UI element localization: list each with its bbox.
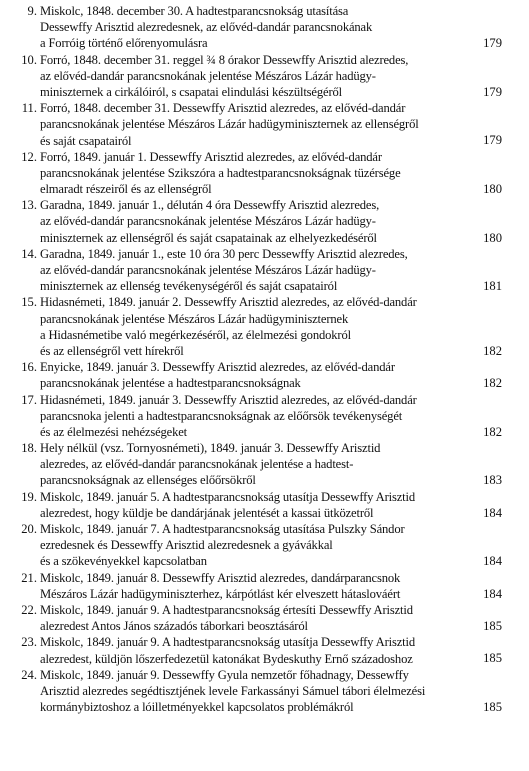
entry-number: 19. bbox=[21, 489, 37, 504]
toc-entry-21 bbox=[0, 570, 529, 602]
entry-text-line: Miskolc, 1849. január 9. Dessewffy Gyula nemzetőr főhadnagy, Dessewffy bbox=[40, 667, 409, 682]
entry-text-line: Forró, 1848. december 31. Dessewffy Arisztid alezredes, az elővéd-dandár bbox=[40, 101, 406, 116]
entry-text-line: Dessewffy Arisztid alezredesnek, az elővéd-dandár parancsnokának bbox=[40, 20, 373, 35]
entry-page-number: 179 bbox=[483, 36, 502, 51]
entry-text-line: Miskolc, 1849. január 9. A hadtestparancsnokság utasítja Dessewffy Arisztid bbox=[40, 635, 416, 650]
entry-text-line: Forró, 1849. január 1. Dessewffy Arisztid alezredes, az elővéd-dandár bbox=[40, 149, 382, 164]
entry-text-line: a Forróig történő előrenyomulásra bbox=[40, 36, 208, 51]
entry-text-line: Mészáros Lázár hadügyminiszterhez, kárpótlást kér elveszett hátaslováért bbox=[40, 586, 401, 601]
toc-entry-20 bbox=[0, 521, 529, 570]
entry-page-number: 179 bbox=[483, 84, 502, 99]
toc-entry-19 bbox=[0, 489, 529, 521]
toc-entry-16 bbox=[0, 359, 529, 391]
entry-page-number: 182 bbox=[483, 343, 502, 358]
entry-text-line: ezredesnek és Dessewffy Arisztid alezredesnek a gyávákkal bbox=[40, 538, 333, 553]
entry-text-line: Enyicke, 1849. január 3. Dessewffy Arisztid alezredes, az elővéd-dandár bbox=[40, 360, 395, 375]
toc-entry-10 bbox=[0, 52, 529, 101]
entry-text-line: Garadna, 1849. január 1., délután 4 óra Dessewffy Arisztid alezredes, bbox=[40, 198, 380, 213]
entry-page-number: 185 bbox=[483, 651, 502, 666]
entry-text-line: Arisztid alezredes segédtisztjének levele Farkassányi Sámuel tábori élelmezési bbox=[40, 683, 426, 698]
entry-text-line: az elővéd-dandár parancsnokának jelentése Mészáros Lázár hadügy- bbox=[40, 263, 376, 277]
toc-entry-17 bbox=[0, 392, 529, 441]
entry-text-line: parancsnokának jelentése a hadtestparancsnokságnak bbox=[40, 376, 301, 391]
entry-text-line: az elővéd-dandár parancsnokának jelentése Mészáros Lázár hadügy- bbox=[40, 68, 376, 83]
entry-page-number: 185 bbox=[483, 700, 502, 715]
entry-text-line: és saját csapatairól bbox=[40, 133, 132, 148]
entry-number: 18. bbox=[21, 441, 37, 456]
entry-number: 21. bbox=[21, 570, 37, 585]
toc-entry-15 bbox=[0, 294, 529, 359]
toc-entry-14 bbox=[0, 246, 529, 295]
entry-text-line: parancsnokának jelentése Szikszóra a hadtestparancsnokságnak tüzérsége bbox=[40, 165, 401, 180]
entry-text-line: alezredest, hogy küldje be dandárjának jelentését a kassai ütközetről bbox=[40, 505, 374, 520]
entry-text-line: alezredest, küldjön lőszerfedezetül katonákat Bydeskuthy Ernő századoshoz bbox=[40, 651, 413, 666]
entry-text-line: elmaradt részeiről és az ellenségről bbox=[40, 182, 212, 197]
entry-page-number: 185 bbox=[483, 619, 502, 634]
entry-number: 23. bbox=[21, 635, 37, 650]
entry-number: 10. bbox=[21, 52, 37, 67]
toc-entry-9 bbox=[0, 3, 529, 52]
entry-text-line: alezredest Antos János századós táborkari beosztásáról bbox=[40, 619, 308, 634]
entry-text-line: parancsnoka jelenti a hadtestparancsnokságnak az előőrsök tevékenységét bbox=[40, 408, 403, 423]
entry-number: 17. bbox=[21, 392, 37, 407]
entry-text-line: miniszternek az ellenségről és saját csapatainak az elhelyezkedéséről bbox=[40, 230, 377, 245]
entry-text-line: kormánybiztoshoz a lóilletményekkel kapcsolatos problémákról bbox=[40, 700, 354, 715]
entry-text-line: Miskolc, 1849. január 7. A hadtestparancsnokság utasítása Pulszky Sándor bbox=[40, 522, 405, 536]
entry-number: 9. bbox=[27, 4, 37, 18]
entry-number: 24. bbox=[21, 667, 37, 682]
toc-entry-24 bbox=[0, 667, 529, 716]
entry-number: 11. bbox=[21, 101, 37, 116]
entry-number: 14. bbox=[21, 246, 37, 261]
entry-page-number: 182 bbox=[483, 376, 502, 391]
entry-page-number: 182 bbox=[483, 424, 502, 439]
toc-entry-22 bbox=[0, 602, 529, 634]
entry-number: 13. bbox=[21, 198, 37, 213]
entry-page-number: 179 bbox=[483, 133, 502, 148]
entry-text-line: Garadna, 1849. január 1., este 10 óra 30 perc Dessewffy Arisztid alezredes, bbox=[40, 246, 408, 261]
entry-text-line: miniszternek az ellenség tevékenységéről és saját csapatairól bbox=[40, 279, 338, 294]
entry-text-line: és az ellenségről vett hírekről bbox=[40, 343, 184, 358]
toc-entry-23 bbox=[0, 634, 529, 666]
entry-page-number: 180 bbox=[483, 230, 502, 245]
entry-text-line: alezredes, az elővéd-dandár parancsnokának jelentése a hadtest- bbox=[40, 457, 354, 472]
entry-text-line: parancsnokának jelentése Mészáros Lázár hadügyminiszternek bbox=[40, 311, 349, 326]
entry-text-line: Miskolc, 1849. január 8. Dessewffy Arisztid alezredes, dandárparancsnok bbox=[40, 570, 401, 585]
entry-page-number: 183 bbox=[483, 473, 502, 488]
entry-number: 12. bbox=[21, 149, 37, 164]
entry-number: 20. bbox=[21, 522, 37, 536]
entry-text-line: Miskolc, 1849. január 5. A hadtestparancsnokság utasítja Dessewffy Arisztid bbox=[40, 489, 416, 504]
entry-text-line: Hely nélkül (vsz. Tornyosnémeti), 1849. január 3. Dessewffy Arisztid bbox=[40, 441, 381, 456]
entry-text-line: a Hidasnémetibe való megérkezéséről, az élelmezési gondokról bbox=[40, 327, 351, 342]
toc-entry-12 bbox=[0, 149, 529, 198]
entry-page-number: 180 bbox=[483, 182, 502, 197]
entry-text-line: parancsnokságnak az ellenséges előőrsökről bbox=[40, 473, 256, 488]
entry-text-line: és a szökevényekkel kapcsolatban bbox=[40, 554, 207, 569]
entry-text-line: miniszternek a cirkálóiról, s csapatai elindulási készültségéről bbox=[40, 84, 342, 99]
entry-text-line: Miskolc, 1848. december 30. A hadtestparancsnokság utasítása bbox=[40, 4, 349, 18]
entry-page-number: 184 bbox=[483, 505, 502, 520]
entry-text-line: és az élelmezési nehézségeket bbox=[40, 424, 188, 439]
entry-text-line: Hidasnémeti, 1849. január 2. Dessewffy Arisztid alezredes, az elővéd-dandár bbox=[40, 295, 417, 310]
entry-number: 16. bbox=[21, 360, 37, 375]
toc-entry-13 bbox=[0, 197, 529, 246]
entry-page-number: 184 bbox=[483, 554, 502, 569]
entry-text-line: az elővéd-dandár parancsnokának jelentése Mészáros Lázár hadügy- bbox=[40, 214, 376, 229]
entry-number: 15. bbox=[21, 295, 37, 310]
entry-page-number: 184 bbox=[483, 586, 502, 601]
entry-text-line: Miskolc, 1849. január 9. A hadtestparancsnokság értesíti Dessewffy Arisztid bbox=[40, 602, 413, 617]
entry-page-number: 181 bbox=[483, 279, 502, 294]
entry-text-line: parancsnokának jelentése Mészáros Lázár hadügyminiszternek az ellenségről bbox=[40, 117, 419, 132]
toc-entry-18 bbox=[0, 440, 529, 489]
toc-entry-11 bbox=[0, 100, 529, 149]
entry-text-line: Forró, 1848. december 31. reggel ¾ 8 órakor Dessewffy Arisztid alezredes, bbox=[40, 52, 409, 67]
entry-number: 22. bbox=[21, 602, 37, 617]
entry-text-line: Hidasnémeti, 1849. január 3. Dessewffy Arisztid alezredes, az elővéd-dandár bbox=[40, 392, 417, 407]
